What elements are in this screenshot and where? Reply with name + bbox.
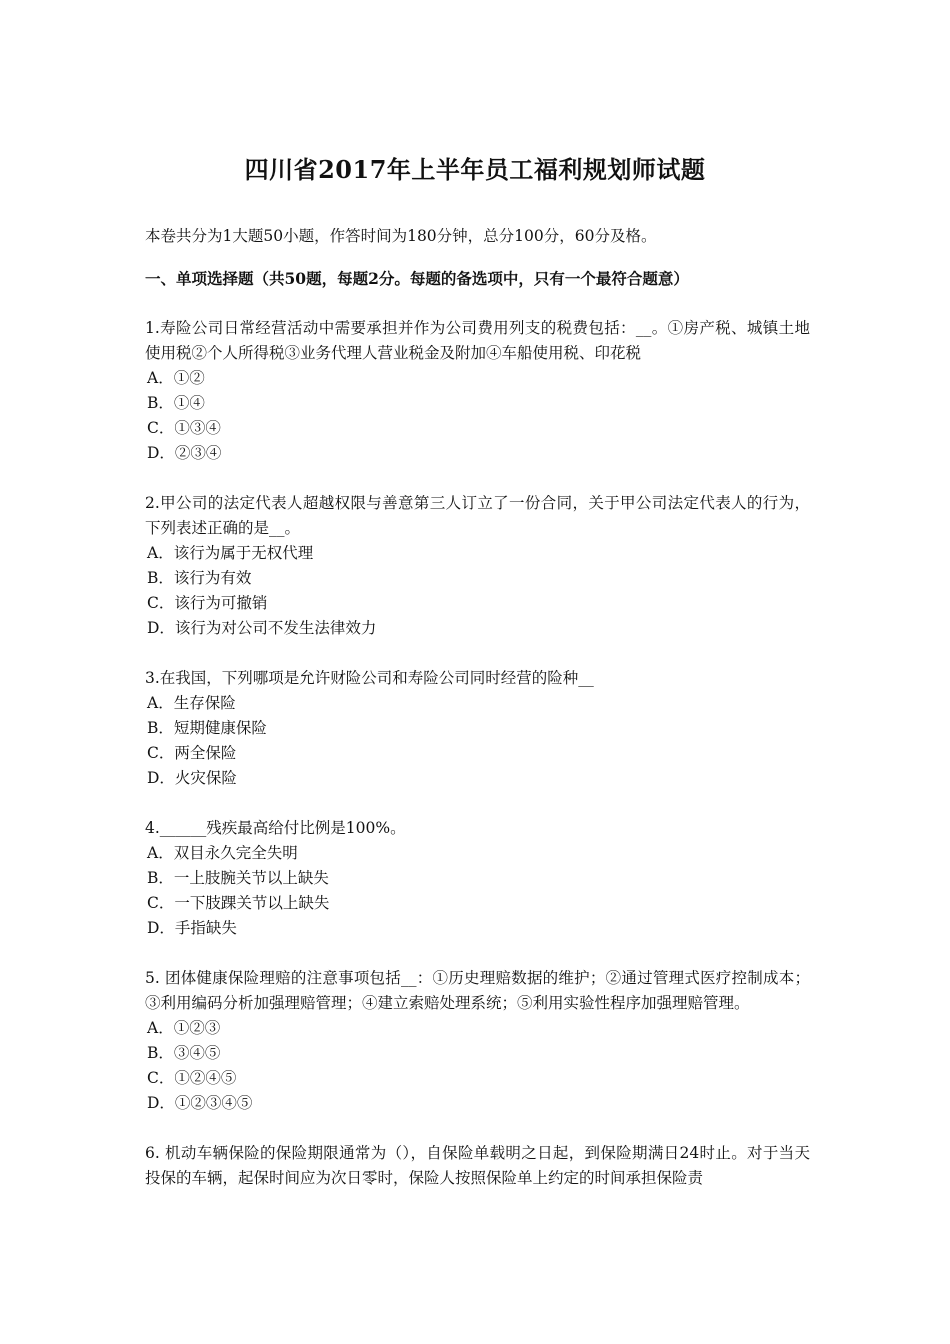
question-stem: 6. 机动车辆保险的保险期限通常为（），自保险单载明之日起，到保险期满日24时止。对于当天投保的车辆，起保时间应为次日零时，保险人按照保险单上约定的时间承担保险责 (145, 1144, 810, 1187)
option-b: B．③④⑤ (147, 1044, 221, 1062)
option-list (145, 1016, 810, 1116)
option-a: A．①② (147, 369, 205, 387)
question-3 (145, 666, 810, 791)
option-b: B．该行为有效 (147, 569, 252, 587)
option-d: D．该行为对公司不发生法律效力 (147, 619, 377, 637)
question-1 (145, 316, 810, 466)
option-a: A．该行为属于无权代理 (147, 544, 314, 562)
question-stem: 2.甲公司的法定代表人超越权限与善意第三人订立了一份合同，关于甲公司法定代表人的行为，下列表述正确的是__。 (145, 494, 810, 537)
option-c: C．①②④⑤ (147, 1069, 237, 1087)
option-a: A．双目永久完全失明 (147, 844, 298, 862)
option-c: C．该行为可撤销 (147, 594, 268, 612)
question-stem: 3.在我国，下列哪项是允许财险公司和寿险公司同时经营的险种__ (145, 669, 594, 687)
option-d: D．火灾保险 (147, 769, 237, 787)
question-6 (145, 1141, 810, 1191)
question-stem: 4.______残疾最高给付比例是100%。 (145, 819, 406, 837)
question-stem: 5. 团体健康保险理赔的注意事项包括__：①历史理赔数据的维护；②通过管理式医疗控制成本；③利用编码分析加强理赔管理；④建立索赔处理系统；⑤利用实验性程序加强理赔管理。 (145, 969, 810, 1012)
document-body (145, 224, 810, 1191)
document-title: 四川省2017年上半年员工福利规划师试题 (244, 155, 706, 184)
option-c: C．两全保险 (147, 744, 237, 762)
option-d: D．①②③④⑤ (147, 1094, 253, 1112)
question-2 (145, 491, 810, 641)
option-list (145, 841, 810, 941)
option-a: A．①②③ (147, 1019, 221, 1037)
option-list (145, 691, 810, 791)
question-4 (145, 816, 810, 941)
option-c: C．一下肢踝关节以上缺失 (147, 894, 330, 912)
option-d: D．②③④ (147, 444, 222, 462)
option-b: B．一上肢腕关节以上缺失 (147, 869, 329, 887)
exam-intro: 本卷共分为1大题50小题，作答时间为180分钟，总分100分，60分及格。 (145, 227, 657, 245)
question-5 (145, 966, 810, 1116)
option-list (145, 541, 810, 641)
option-b: B．短期健康保险 (147, 719, 267, 737)
option-a: A．生存保险 (147, 694, 236, 712)
option-d: D．手指缺失 (147, 919, 237, 937)
option-c: C．①③④ (147, 419, 221, 437)
option-b: B．①④ (147, 394, 205, 412)
question-stem: 1.寿险公司日常经营活动中需要承担并作为公司费用列支的税费包括：__。①房产税、城镇土地使用税②个人所得税③业务代理人营业税金及附加④车船使用税、印花税 (145, 319, 810, 362)
section-heading: 一、单项选择题（共50题，每题2分。每题的备选项中，只有一个最符合题意） (145, 269, 689, 288)
option-list (145, 366, 810, 466)
